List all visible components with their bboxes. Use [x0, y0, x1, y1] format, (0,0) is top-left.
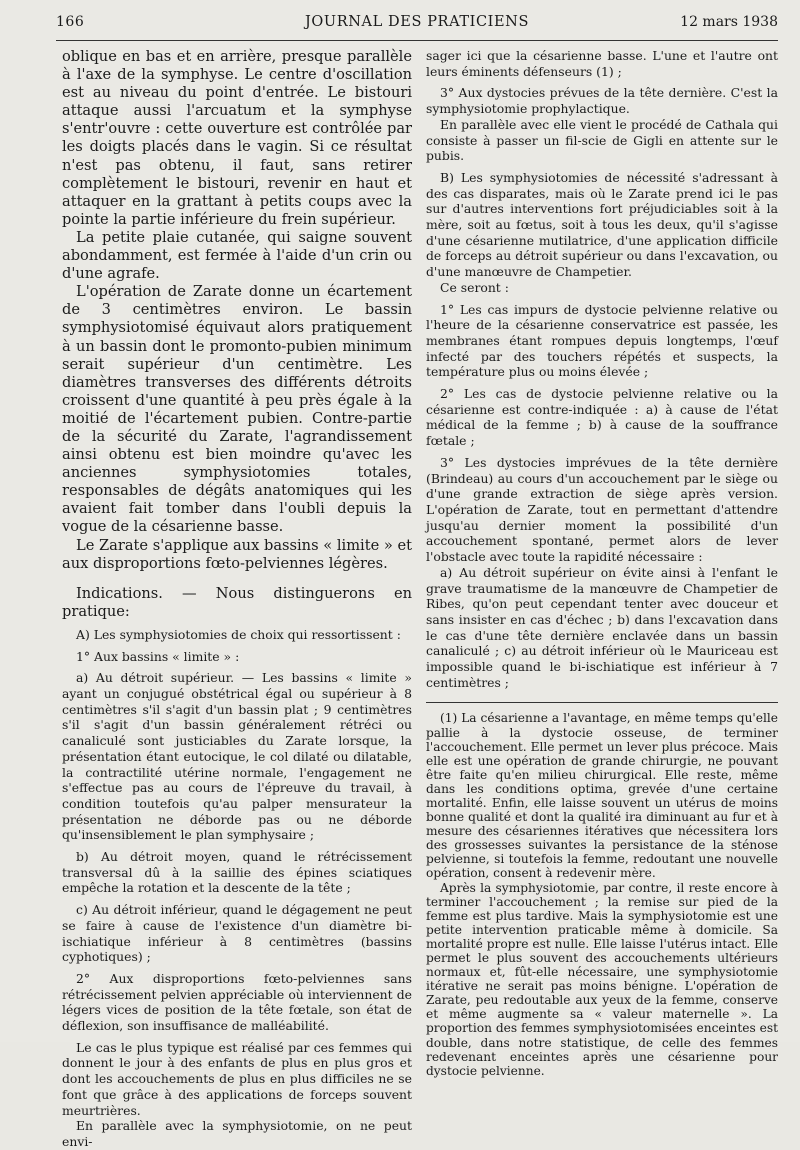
paragraph: oblique en bas et en arrière, presque parallèle à l'axe de la symphyse. Le centre d'oscillation est au niveau du point d'entrée. Le bistouri attaque aussi l'arcuatum et la symphyse s'entr'ouvre : cette ouverture est contrôlée par les doigts placés dans le vagin. Si ce résultat n'est pas obtenu, il faut, sans retirer complètement le bistouri, revenir en haut et attaquer en la grattant à petits coups avec la pointe la partie inférieure du frein supérieur.: [62, 48, 412, 228]
footnote: [426, 711, 778, 1077]
paragraph: En parallèle avec la symphysiotomie, on ne peut envi-: [62, 1118, 412, 1149]
page-number: 166: [56, 14, 85, 30]
left-column: [62, 48, 412, 1150]
list-item: 3° Aux dystocies prévues de la tête dernière. C'est la symphysiotomie prophylactique.: [426, 85, 778, 117]
right-body: [426, 48, 778, 690]
running-header: [56, 14, 778, 38]
paragraph: En parallèle avec elle vient le procédé de Cathala qui consiste à passer un fil-scie de Gigli en attente sur le pubis.: [426, 116, 778, 164]
list-item: a) Au détroit supérieur on évite ainsi à l'enfant le grave traumatisme de la manœuvre de Champetier de Ribes, qu'on peut cependant tenter avec douceur et sans insister en cas d'échec ; b) dans l'excavation dans le cas d'une tête dernière enclavée dans un bassin canaliculé ; c) au détroit inférieur où le Mauriceau est impossible quand le bi-ischiatique est inférieur à 7 centimètres ;: [426, 564, 778, 690]
list-item: 2° Les cas de dystocie pelvienne relative ou la césarienne est contre-indiquée : a) à cause de l'état médical de la femme ; b) à cause de la souffrance fœtale ;: [426, 386, 778, 449]
header-rule: [56, 40, 778, 41]
paragraph: La petite plaie cutanée, qui saigne souvent abondamment, est fermée à l'aide d'un crin ou d'une agrafe.: [62, 228, 412, 283]
paragraph: L'opération de Zarate donne un écartement de 3 centimètres environ. Le bassin symphysiotomisé équivaut alors pratiquement à un bassin dont le promonto-pubien minimum serait supérieur d'un centimètre. Les diamètres transverses des différents détroits croissent d'une quantité à peu près égale à la moitié de l'écartement pubien. Contre-partie de la sécurité du Zarate, l'agrandissement ainsi obtenu est bien moindre qu'avec les anciennes symphysiotomies totales, responsables de dégâts anatomiques qui les avaient fait tomber dans l'oubli depuis la vogue de la césarienne basse.: [62, 283, 412, 536]
section-heading: Indications. — Nous distinguerons en pratique:: [62, 584, 412, 620]
footnote-paragraph: Après la symphysiotomie, par contre, il reste encore à terminer l'accouchement ; la remise sur pied de la femme est plus tardive. Mais la symphysiotomie est une petite intervention praticable même à domicile. Sa mortalité propre est nulle. Elle laisse l'utérus intact. Elle permet le plus souvent des accouchements ultérieurs normaux et, fût-elle nécessaire, une symphysiotomie itérative ne serait pas moins bénigne. L'opération de Zarate, peu redoutable aux yeux de la femme, conserve et même augmente sa « valeur maternelle ». La proportion des femmes symphysiotomisées enceintes est double, dans notre statistique, de celle des femmes redevenant enceintes après une césarienne pour dystocie pelvienne.: [426, 880, 778, 1078]
paragraph: sager ici que la césarienne basse. L'une et l'autre ont leurs éminents défenseurs (1) ;: [426, 48, 778, 79]
list-item: a) Au détroit supérieur. — Les bassins « limite » ayant un conjugué obstétrical égal ou supérieur à 8 centimètres s'il s'agit d'un bassin plat ; 9 centimètres s'il s'agit d'un bassin généralement rétréci ou canaliculé sont justiciables du Zarate lorsque, la présentation étant eutocique, le col dilaté ou dilatable, la contractilité utérine normale, l'engagement ne s'effectue pas au cours de l'épreuve du travail, à condition toutefois qu'au palper mensurateur la présentation ne déborde pas ou ne déborde qu'insensiblement le plan symphysaire ;: [62, 670, 412, 843]
list-item: 2° Aux disproportions fœto-pelviennes sans rétrécissement pelvien appréciable où interviennent de légers vices de position de la tête fœtale, son état de déflexion, son insuffisance de malléabilité.: [62, 970, 412, 1034]
paragraph: Ce seront :: [440, 279, 509, 295]
footnote-rule: [426, 702, 778, 703]
list-item: 1° Aux bassins « limite » :: [76, 648, 240, 664]
list-item: b) Au détroit moyen, quand le rétrécissement transversal dû à la saillie des épines sciatiques empêche la rotation et la descente de la tête ;: [62, 849, 412, 896]
footnote-paragraph: (1) La césarienne a l'avantage, en même temps qu'elle pallie à la dystocie osseuse, de terminer l'accouchement. Elle permet un lever plus précoce. Mais elle est une opération de grande chirurgie, ne pouvant être faite qu'en milieu chirurgical. Elle reste, même dans les conditions optima, grevée d'une certaine mortalité. Enfin, elle laisse souvent un utérus de moins bonne qualité et dont la qualité ira diminuant au fur et à mesure des césariennes itératives que nécessitera lors des grossesses suivantes la persistance de la sténose pelvienne, si toutefois la femme, redoutant une nouvelle opération, consent à redevenir mère.: [426, 711, 778, 881]
subsection-heading: A) Les symphysiotomies de choix qui ressortissent :: [76, 626, 401, 642]
paragraph: Le cas le plus typique est réalisé par ces femmes qui donnent le jour à des enfants de plus en plus gros et dont les accouchements de plus en plus difficiles ne se font que grâce à des applications de forceps souvent meurtrières.: [62, 1039, 412, 1118]
issue-date: 12 mars 1938: [680, 14, 778, 30]
indications-list: [62, 627, 412, 1150]
right-column: [426, 48, 778, 1078]
list-item: 3° Les dystocies imprévues de la tête dernière (Brindeau) au cours d'un accouchement par le siège ou d'une grande extraction de siège après version. L'opération de Zarate, tout en permettant d'attendre jusqu'au dernier moment la possibilité d'un accouchement spontané, permet alors de lever l'obstacle avec toute la rapidité nécessaire :: [426, 454, 778, 565]
list-item: 1° Les cas impurs de dystocie pelvienne relative ou l'heure de la césarienne conservatrice est passée, les membranes étant rompues depuis longtemps, l'œuf infecté par des touchers répétés et suspects, la température plus ou moins élevée ;: [426, 301, 778, 380]
list-item: c) Au détroit inférieur, quand le dégagement ne peut se faire à cause de l'existence d'un diamètre bi-ischiatique inférieur à 8 centimètres (bassins cyphotiques) ;: [62, 902, 412, 965]
journal-title: JOURNAL DES PRATICIENS: [305, 14, 529, 30]
subsection-heading: B) Les symphysiotomies de nécessité s'adressant à des cas disparates, mais où le Zarate prend ici le pas sur d'autres interventions fort préjudiciables soit à la mère, soit au fœtus, soit à tous les deux, qu'il s'agisse d'une césarienne mutilatrice, d'une application difficile de forceps au détroit supérieur ou dans l'excavation, ou d'une manœuvre de Champetier.: [426, 169, 778, 280]
paragraph: Le Zarate s'applique aux bassins « limite » et aux disproportions fœto-pelviennes légères.: [62, 536, 412, 572]
